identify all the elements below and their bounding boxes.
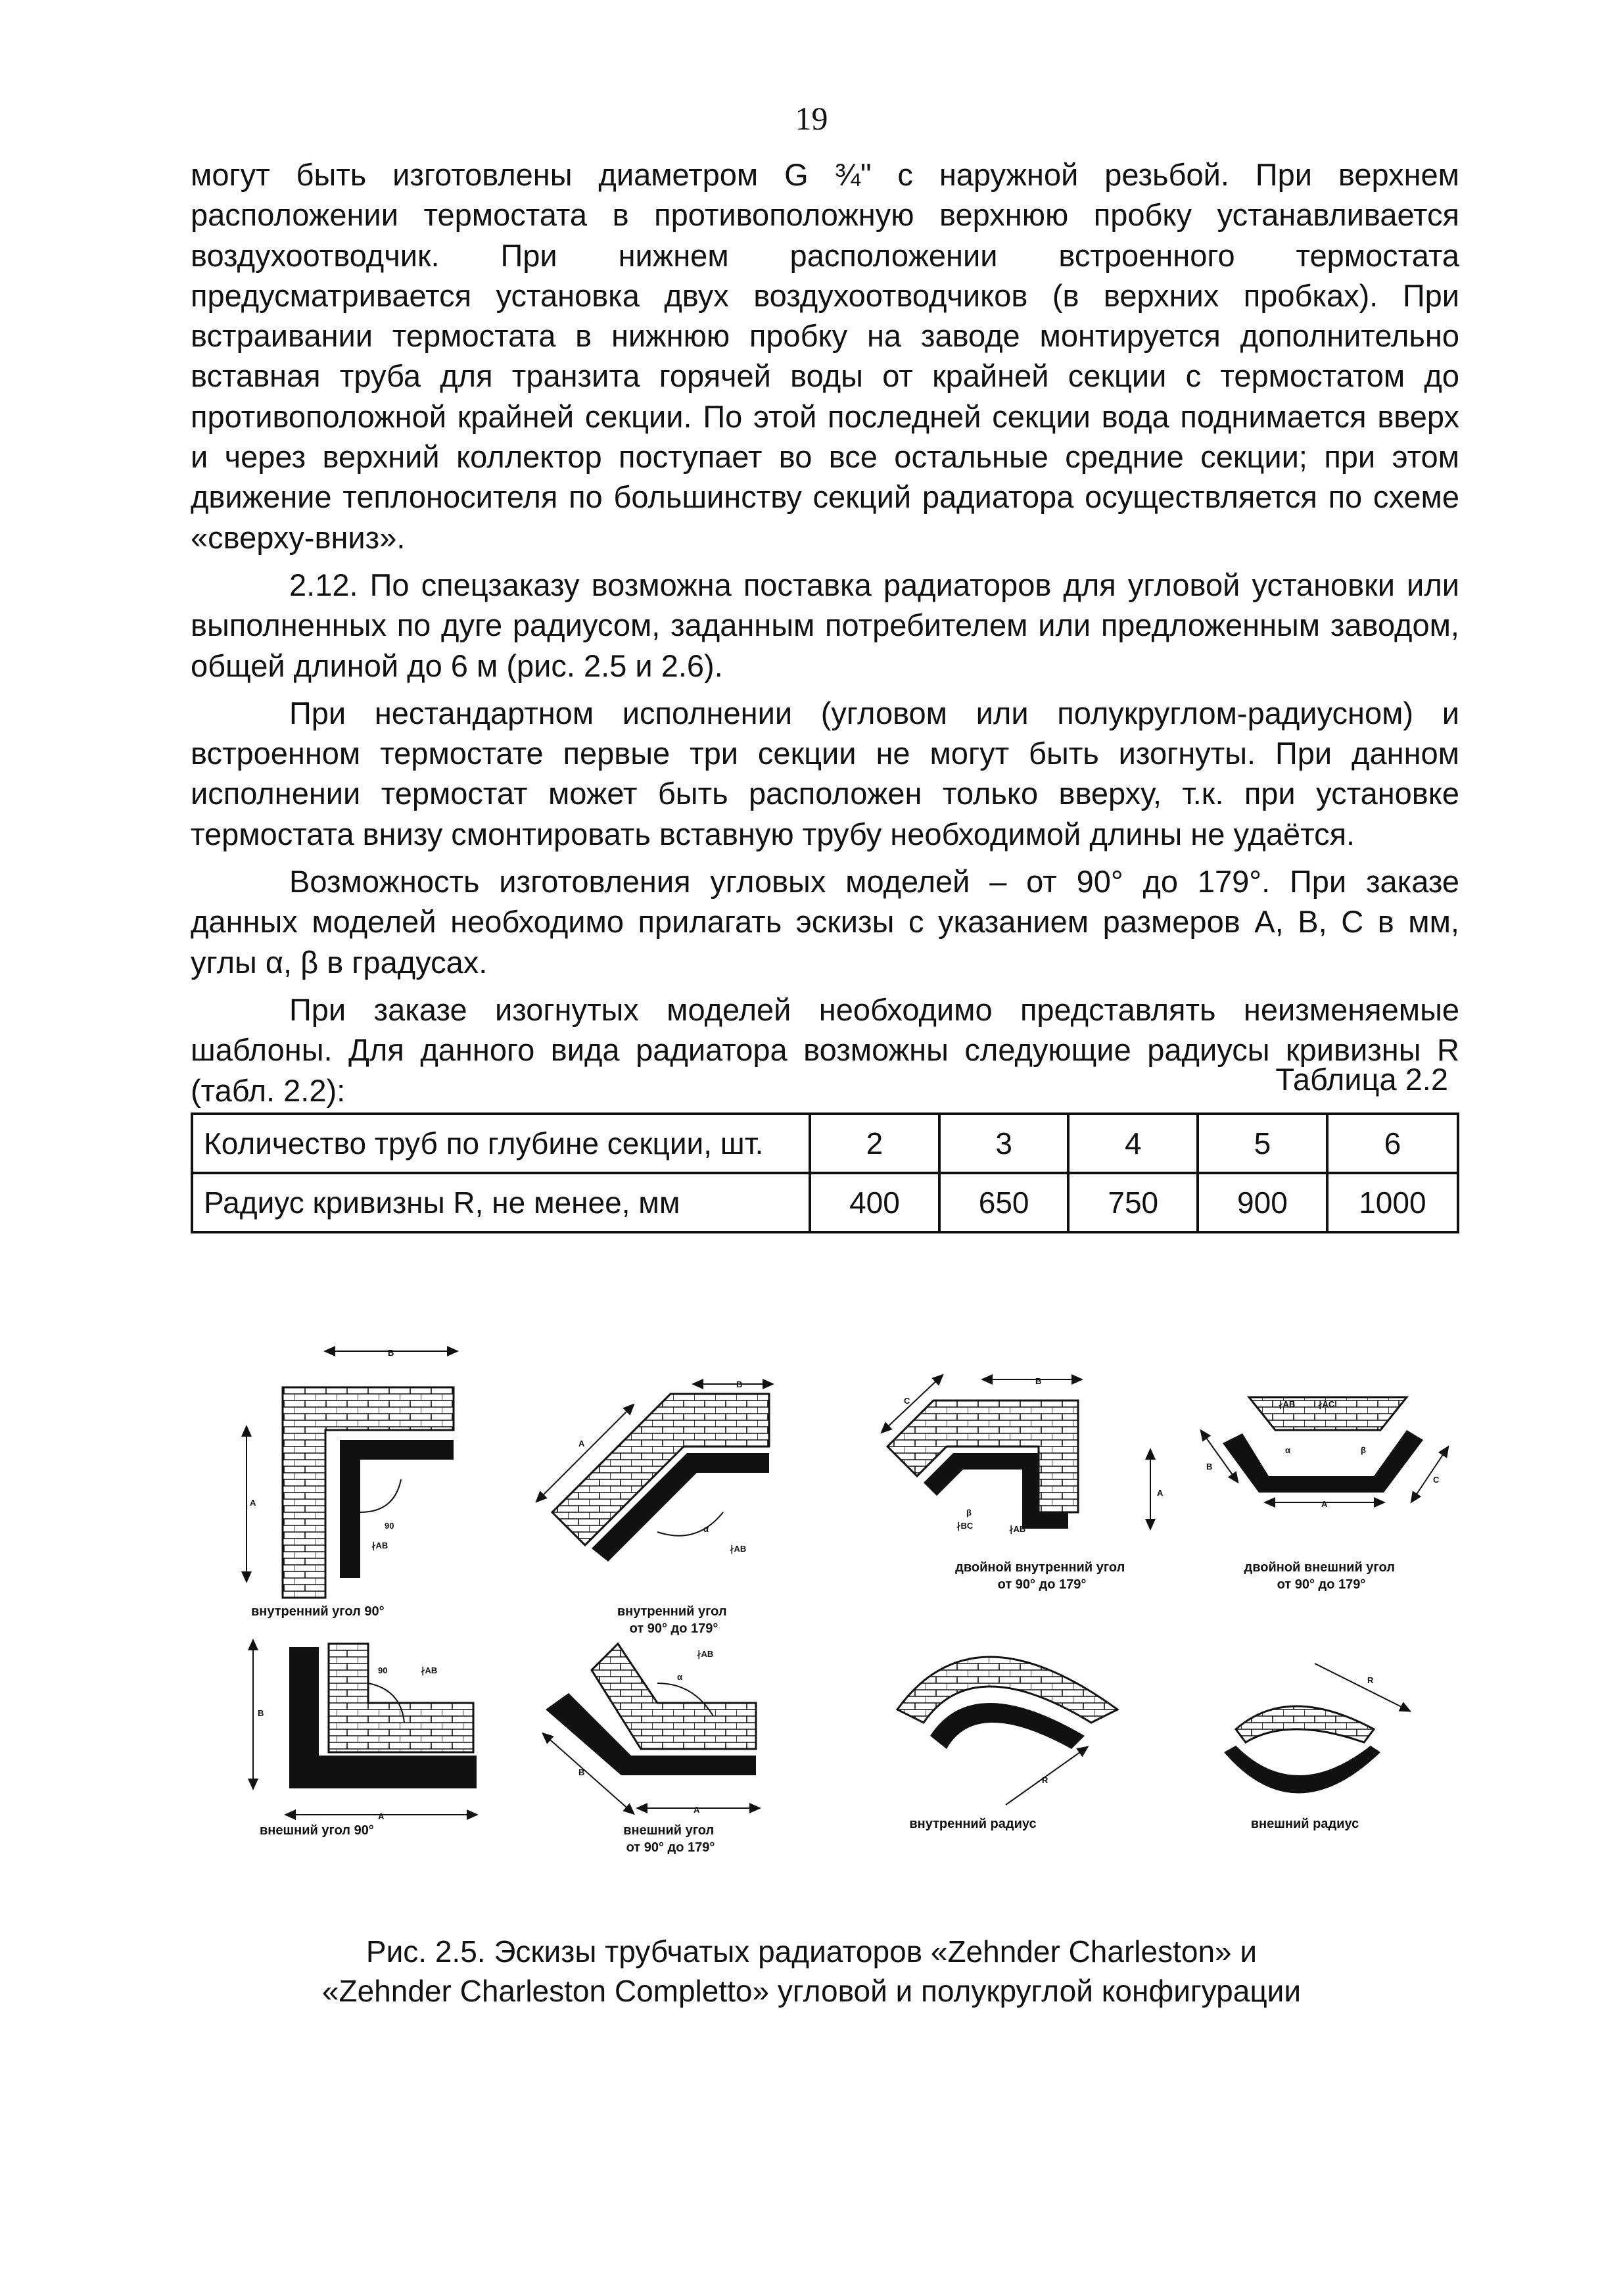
dim-b-label: B <box>736 1379 743 1389</box>
table-cell: 5 <box>1198 1114 1327 1173</box>
dim-c-label: C <box>904 1396 910 1406</box>
figure-caption-line-1: Рис. 2.5. Эскизы трубчатых радиаторов «Zehnder Charleston» и <box>365 1934 1258 1969</box>
sketch-inner-corner-90 <box>247 1348 454 1619</box>
angle-90-label: 90 <box>378 1665 388 1675</box>
table-cell: 2 <box>810 1114 939 1173</box>
dim-c-label: C <box>1433 1475 1440 1485</box>
dim-b-label: B <box>388 1348 394 1358</box>
table-row-label: Количество труб по глубине секции, шт. <box>192 1114 810 1173</box>
table-cell: 900 <box>1198 1173 1327 1232</box>
figure-caption <box>0 1932 1623 2011</box>
sketch-outer-radius <box>1224 1663 1407 1831</box>
alpha-label: α <box>1285 1445 1290 1455</box>
dim-b-label: B <box>258 1708 264 1718</box>
angle-bc-label: ∤BC <box>956 1521 974 1531</box>
dim-a-label: A <box>694 1805 700 1815</box>
table-caption: Таблица 2.2 <box>1275 1062 1448 1097</box>
sketch-double-inner-corner <box>884 1376 1164 1592</box>
sketch-double-outer-corner <box>1203 1397 1446 1592</box>
dim-b-label: B <box>1035 1376 1042 1386</box>
sketch-label-inner-range: внутренний угол от 90° до 179° <box>617 1604 727 1636</box>
dim-r-label: R <box>1367 1675 1374 1685</box>
paragraph-2: 2.12. По спецзаказу возможна поставка радиаторов для угловой установки или выполненных по дуге радиусом, заданным потребителем или предложенным заводом, общей длиной до 6 м (рис. 2.5 и 2.6). <box>191 567 1459 683</box>
dim-a-label: A <box>1321 1499 1328 1509</box>
sketch-label-inner-radius: внутренний радиус <box>909 1817 1037 1831</box>
table-cell: 400 <box>810 1173 939 1232</box>
angle-90-label: 90 <box>385 1521 394 1531</box>
dim-a-label: A <box>250 1498 256 1508</box>
angle-ab-label: ∤AB <box>1009 1524 1026 1534</box>
table-cell: 4 <box>1068 1114 1198 1173</box>
sketch-label-double-outer: двойной внешний угол от 90° до 179° <box>1244 1560 1395 1592</box>
dim-r-label: R <box>1042 1775 1048 1785</box>
dim-a-label: A <box>578 1439 585 1448</box>
sketch-label-outer-range: внешний угол от 90° до 179° <box>623 1823 715 1855</box>
table-cell: 1000 <box>1327 1173 1458 1232</box>
table-row-label: Радиус кривизны R, не менее, мм <box>192 1173 810 1232</box>
sketch-outer-corner-90 <box>253 1644 477 1838</box>
dim-b-label: B <box>1206 1462 1213 1471</box>
sketch-outer-corner-range <box>546 1644 756 1855</box>
angle-ac-label: ∤AC <box>1318 1399 1335 1409</box>
paragraph-4: Возможность изготовления угловых моделей – от 90° до 179°. При заказе данных моделей необходимо прилагать эскизы с указанием размеров A, B, C в мм, углы α, β в градусах. <box>191 864 1459 980</box>
beta-label: β <box>1361 1445 1366 1455</box>
table-cell: 6 <box>1327 1114 1458 1173</box>
sketch-inner-radius <box>897 1657 1117 1831</box>
sketch-inner-corner-range <box>539 1379 769 1636</box>
dim-b-label: B <box>578 1767 585 1777</box>
table-cell: 3 <box>939 1114 1069 1173</box>
alpha-label: α <box>703 1524 709 1534</box>
angle-ab-label: ∤AB <box>421 1665 438 1675</box>
angle-ab-label: ∤AB <box>371 1541 388 1550</box>
sketch-label-double-inner: двойной внутренний угол от 90° до 179° <box>955 1560 1125 1592</box>
paragraph-5: При заказе изогнутых моделей необходимо представлять неизменяемые шаблоны. Для данного вида радиатора возможны следующие радиусы кривизны R (табл. 2.2): <box>191 992 1459 1108</box>
figure-caption-line-2: «Zehnder Charleston Completto» угловой и полукруглой конфигурации <box>321 1974 1302 2008</box>
table-cell: 650 <box>939 1173 1069 1232</box>
sketch-label-outer-radius: внешний радиус <box>1250 1817 1359 1831</box>
angle-ab-label: ∤AB <box>697 1649 714 1659</box>
paragraph-3: При нестандартном исполнении (угловом или полукруглом-радиусном) и встроенном термостате первые три секции не могут быть изогнуты. При данном исполнении термостат может быть расположен только вверху, т.к. при установке термостата внизу смонтировать вставную трубу необходимой длины не удаётся. <box>191 695 1459 851</box>
beta-label: β <box>966 1508 972 1518</box>
sketch-label-inner-90: внутренний угол 90° <box>251 1604 385 1619</box>
sketch-label-outer-90: внешний угол 90° <box>260 1823 374 1838</box>
dim-a-label: A <box>378 1811 385 1821</box>
dim-a-label: A <box>1157 1488 1164 1498</box>
alpha-label: α <box>677 1672 682 1682</box>
paragraph-1: могут быть изготовлены диаметром G ¾" с наружной резьбой. При верхнем расположении термостата в противоположную верхнюю пробку устанавливается воздухоотводчик. При нижнем расположении встроенного термостата предусматривается установка двух воздухоотводчиков (в верхних пробках). При встраивании термостата в нижнюю пробку на заводе монтируется дополнительно вставная труба для транзита горячей воды от крайней секции с термостатом до противоположной крайней секции. По этой последней секции вода поднимается вверх и через верхний коллектор поступает во все остальные средние секции; при этом движение теплоносителя по большинству секций радиатора осуществляется по схеме «сверху-вниз». <box>191 157 1459 555</box>
page-number: 19 <box>795 100 828 137</box>
table-cell: 750 <box>1068 1173 1198 1232</box>
angle-ab-label: ∤AB <box>1279 1399 1296 1409</box>
alpha-label: α <box>1022 1508 1027 1518</box>
angle-ab-label: ∤AB <box>730 1544 747 1554</box>
